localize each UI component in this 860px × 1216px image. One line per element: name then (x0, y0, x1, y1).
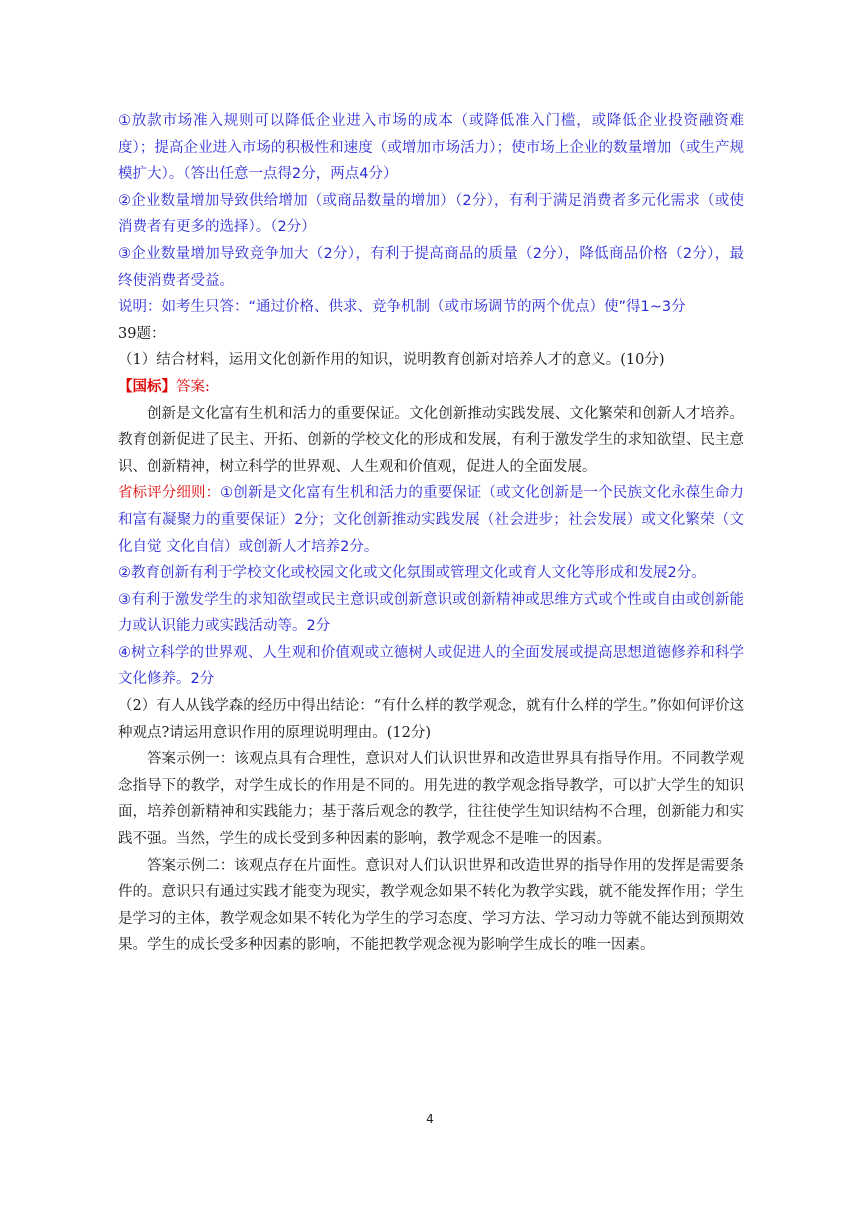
rubric-point-2: ②教育创新有利于学校文化或校园文化或文化氛围或管理文化或育人文化等形成和发展2分。 (118, 565, 706, 582)
q39-part2-question: （2）有人从钱学森的经历中得出结论：“有什么样的教学观念，就有什么样的学生。”你如何评价这种观点?请运用意识作用的原理说明理由。(12分) (118, 698, 744, 741)
page-number: 4 (426, 1112, 434, 1126)
answer-example-1: 答案示例一：该观点具有合理性，意识对人们认识世界和改造世界具有指导作用。不同教学观念指导下的教学，对学生成长的作用是不同的。用先进的教学观念指导教学，可以扩大学生的知识面，培养创新精神和实践能力；基于落后观念的教学，往往使学生知识结构不合理，创新能力和实践不强。当然，学生的成长受到多种因素的影响，教学观念不是唯一的因素。 (118, 751, 744, 848)
answer-tag: 【国标】 (118, 377, 176, 395)
q38-point-1: ①放款市场准入规则可以降低企业进入市场的成本（或降低准入门槛，或降低企业投资融资难度）；提高企业进入市场的积极性和速度（或增加市场活力）；使市场上企业的数量增加（或生产规模扩大）。（答出任意一点得2分，两点4分） (118, 113, 744, 183)
q38-note: 说明：如考生只答：“通过价格、供求、竞争机制（或市场调节的两个优点）使”得1~3分 (118, 299, 686, 316)
rubric-point-4: ④树立科学的世界观、人生观和价值观或立德树人或促进人的全面发展或提高思想道德修养和科学文化修养。2分 (118, 644, 744, 688)
q39-part1-question: （1）结合材料，运用文化创新作用的知识，说明教育创新对培养人才的意义。(10分) (118, 352, 665, 369)
answer-example-2: 答案示例二：该观点存在片面性。意识对人们认识世界和改造世界的指导作用的发挥是需要条件的。意识只有通过实践才能变为现实，教学观念如果不转化为教学实践，就不能发挥作用；学生是学习的主体，教学观念如果不转化为学生的学习态度、学习方法、学习动力等就不能达到预期效果。学生的成长受多种因素的影响，不能把教学观念视为影响学生成长的唯一因素。 (118, 857, 744, 954)
q39-heading: 39题： (118, 325, 166, 342)
rubric-point-1-text: ①创新是文化富有生机和活力的重要保证（或文化创新是一个民族文化永葆生命力和富有凝聚力的重要保证）2分；文化创新推动实践发展（社会进步；社会发展）或文化繁荣（文化自觉 文化自信）或创新人才培养2分。 (118, 485, 745, 555)
q38-point-3: ③企业数量增加导致竞争加大（2分），有利于提高商品的质量（2分），降低商品价格（2分），最终使消费者受益。 (118, 245, 744, 289)
rubric-label: 省标评分细则： (118, 485, 221, 502)
rubric-point-1 (118, 480, 744, 560)
page-content (118, 108, 744, 959)
answer-label-line (118, 374, 744, 401)
rubric-point-3: ③有利于激发学生的求知欲望或民主意识或创新意识或创新精神或思维方式或个性或自由或创新能力或认识能力或实践活动等。2分 (118, 591, 744, 635)
answer-label: 答案: (176, 378, 210, 395)
q38-point-2: ②企业数量增加导致供给增加（或商品数量的增加）（2分），有利于满足消费者多元化需求（或使消费者有更多的选择）。（2分） (118, 192, 744, 236)
q39-part1-answer: 创新是文化富有生机和活力的重要保证。文化创新推动实践发展、文化繁荣和创新人才培养。教育创新促进了民主、开拓、创新的学校文化的形成和发展，有利于激发学生的求知欲望、民主意识、创新精神，树立科学的世界观、人生观和价值观，促进人的全面发展。 (118, 405, 744, 475)
